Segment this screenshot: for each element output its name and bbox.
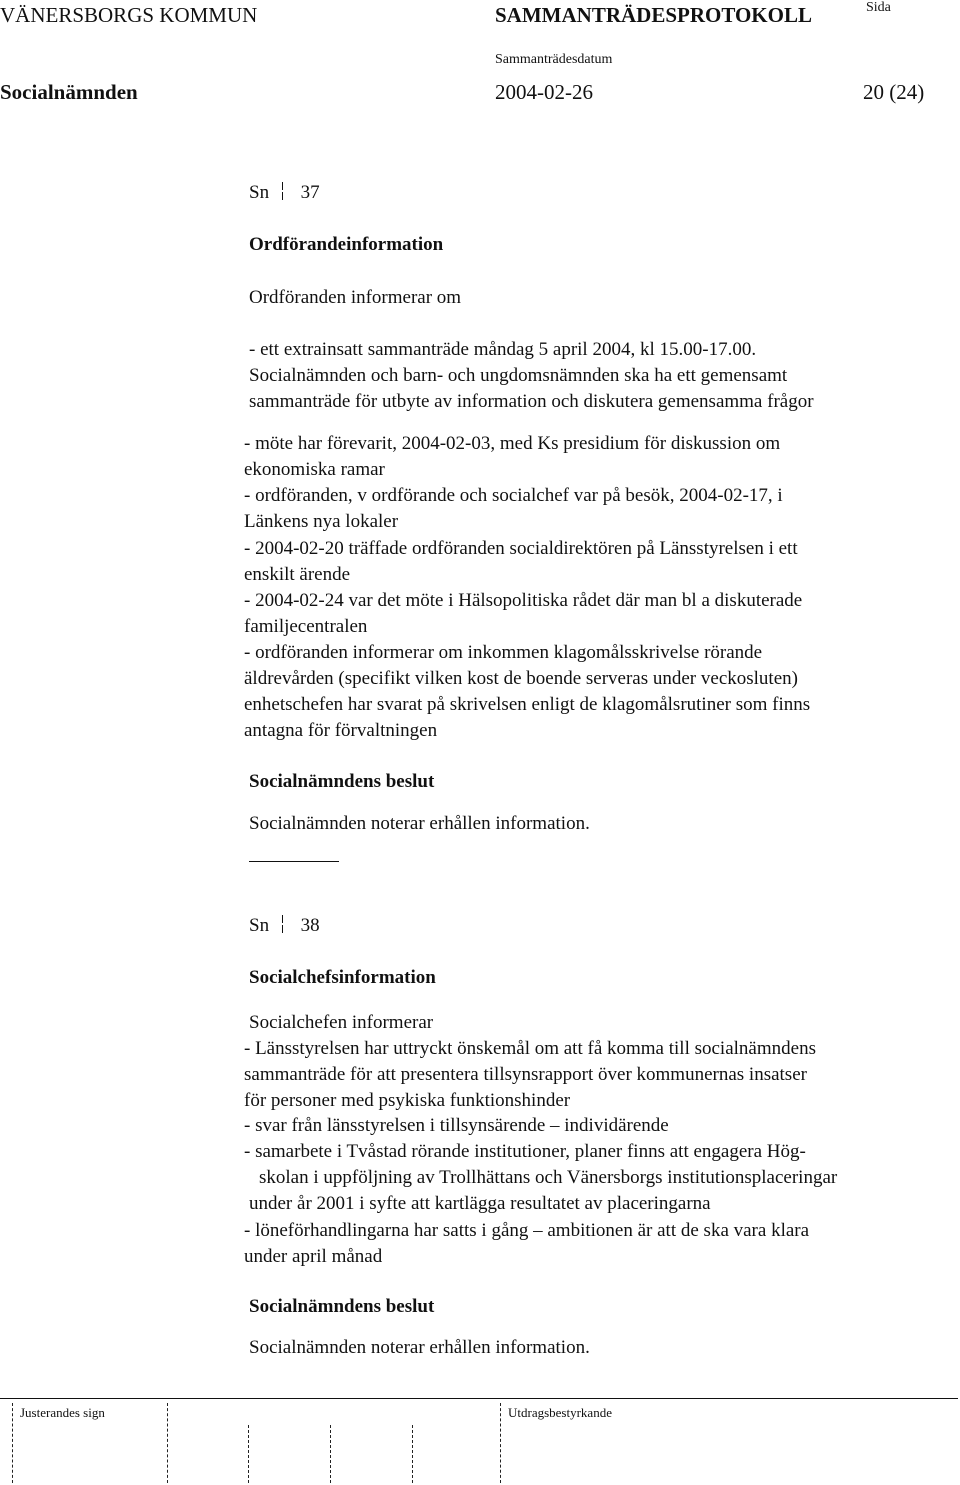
section-line: - löneförhandlingarna har satts i gång – ambitionen är att de ska vara klara	[244, 1220, 810, 1241]
section-line: antagna för förvaltningen	[244, 720, 438, 741]
section-line: Socialnämnden och barn- och ungdomsnämnden ska ha ett gemensamt	[249, 365, 788, 386]
section-line: - 2004-02-20 träffade ordföranden socialdirektören på Länsstyrelsen i ett	[244, 538, 798, 559]
section-line: äldrevården (specifikt vilken kost de boende serveras under veckosluten)	[244, 668, 798, 689]
section-line: - möte har förevarit, 2004-02-03, med Ks presidium för diskussion om	[244, 433, 781, 454]
section-intro: Socialchefen informerar	[249, 1012, 434, 1033]
decision-text: Socialnämnden noterar erhållen information.	[249, 1337, 590, 1358]
signature-box-border	[12, 1403, 13, 1483]
section-number: Sn 38	[249, 915, 320, 936]
section-line: - 2004-02-24 var det möte i Hälsopolitiska rådet där man bl a diskuterade	[244, 590, 803, 611]
meeting-date: 2004-02-26	[495, 80, 593, 104]
section-title: Socialchefsinformation	[249, 967, 436, 988]
section-line: under april månad	[244, 1246, 383, 1267]
section-line: enhetschefen har svarat på skrivelsen enligt de klagomålsrutiner som finns	[244, 694, 811, 715]
section-line: - ordföranden, v ordförande och socialchef var på besök, 2004-02-17, i	[244, 485, 783, 506]
section-divider	[249, 861, 339, 862]
section-line: för personer med psykiska funktionshinder	[244, 1090, 571, 1111]
section-line: under år 2001 i syfte att kartlägga resultatet av placeringarna	[249, 1193, 711, 1214]
section-intro: Ordföranden informerar om	[249, 287, 462, 308]
meeting-date-label: Sammanträdesdatum	[495, 52, 613, 67]
section-line: - svar från länsstyrelsen i tillsynsärende – individärende	[244, 1115, 669, 1136]
document-type: SAMMANTRÄDESPROTOKOLL	[495, 3, 812, 27]
section-line: - ett extrainsatt sammanträde måndag 5 april 2004, kl 15.00-17.00.	[249, 339, 757, 360]
section-line: - samarbete i Tvåstad rörande institutioner, planer finns att engagera Hög-	[244, 1141, 806, 1162]
section-title: Ordförandeinformation	[249, 234, 444, 255]
committee-name: Socialnämnden	[0, 80, 138, 104]
section-number: Sn 37	[249, 182, 320, 203]
footer-rule	[0, 1398, 958, 1399]
page-label: Sida	[866, 0, 891, 15]
signature-box-border	[167, 1403, 168, 1483]
section-line: ekonomiska ramar	[244, 459, 385, 480]
page-number: 20 (24)	[863, 80, 925, 104]
section-line: - ordföranden informerar om inkommen klagomålsskrivelse rörande	[244, 642, 763, 663]
decision-title: Socialnämndens beslut	[249, 1296, 435, 1317]
section-line: sammanträde för att presentera tillsynsrapport över kommunernas insatser	[244, 1064, 807, 1085]
utdrag-label: Utdragsbestyrkande	[508, 1405, 612, 1420]
signature-box-border	[412, 1425, 413, 1483]
section-line: skolan i uppföljning av Trollhättans och Vänersborgs institutionsplaceringar	[259, 1167, 838, 1188]
section-line: enskilt ärende	[244, 564, 351, 585]
justering-label: Justerandes sign	[20, 1405, 105, 1420]
signature-box-border	[330, 1425, 331, 1483]
decision-text: Socialnämnden noterar erhållen information.	[249, 813, 590, 834]
municipality-name: VÄNERSBORGS KOMMUN	[0, 3, 258, 27]
signature-box-border	[500, 1403, 501, 1483]
section-line: sammanträde för utbyte av information och diskutera gemensamma frågor	[249, 391, 814, 412]
decision-title: Socialnämndens beslut	[249, 771, 435, 792]
section-line: familjecentralen	[244, 616, 368, 637]
section-line: Länkens nya lokaler	[244, 511, 399, 532]
signature-box-border	[248, 1425, 249, 1483]
section-line: - Länsstyrelsen har uttryckt önskemål om att få komma till socialnämndens	[244, 1038, 816, 1059]
